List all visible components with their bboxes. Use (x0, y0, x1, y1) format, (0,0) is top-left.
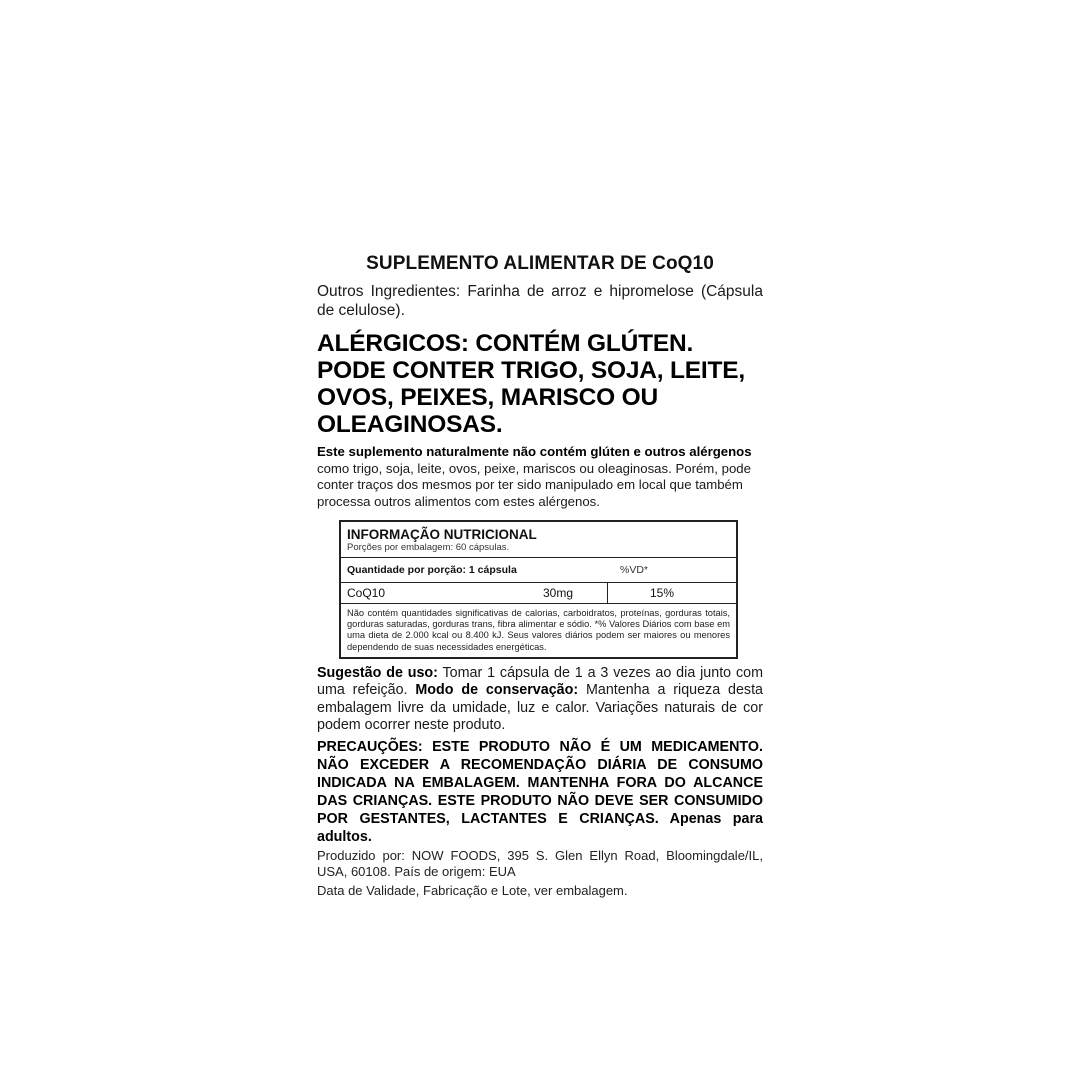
precautions (317, 738, 763, 846)
nutrition-title: INFORMAÇÃO NUTRICIONAL (347, 527, 537, 542)
allergen-lead: Este suplemento naturalmente não contém glúten e outros alérgenos (317, 444, 752, 459)
nutrition-footnote: Não contém quantidades significativas de calorias, carboidratos, proteínas, gorduras totais, gorduras saturadas, gorduras trans, fibra alimentar e sódio. *% Valores Diários com base em uma dieta de 2.000 kcal ou 8.400 kJ. Seus valores diários podem ser maiores ou menores dependendo de suas necessidades energéticas. (347, 608, 730, 652)
serving-size: Quantidade por porção: 1 cápsula (347, 564, 517, 576)
nutrition-header (341, 522, 736, 558)
conservation-text: Mantenha a riqueza desta embalagem livre da umidade, luz e calor. Variações naturais de cor podem ocorrer neste produto. (317, 682, 763, 734)
nutrient-daily-value: 15% (607, 583, 736, 603)
nutrient-name: CoQ10 (347, 586, 386, 600)
table-row (341, 583, 736, 604)
precautions-tail: Apenas para adultos. (317, 810, 763, 845)
daily-value-header: %VD* (620, 564, 649, 576)
usage-instructions (317, 665, 763, 735)
servings-per-package: Porções por embalagem: 60 cápsulas. (347, 542, 510, 553)
allergen-text (317, 444, 763, 510)
suggestion-label: Sugestão de uso: (317, 664, 438, 681)
conservation-label: Modo de conservação: (415, 682, 579, 699)
validity-info: Data de Validade, Fabricação e Lote, ver embalagem. (317, 882, 628, 898)
producer-info: Produzido por: NOW FOODS, 395 S. Glen Ellyn Road, Bloomingdale/IL, USA, 60108. País de origem: EUA (317, 847, 763, 880)
nutrition-table (339, 520, 738, 659)
nutrition-column-header (341, 558, 736, 583)
allergen-body: como trigo, soja, leite, ovos, peixe, mariscos ou oleaginosas. Porém, pode conter traços dos mesmos por ter sido manipulado em local que também processa outros alimentos com estes alérgenos. (317, 460, 751, 509)
precautions-text: PRECAUÇÕES: ESTE PRODUTO NÃO É UM MEDICAMENTO. NÃO EXCEDER A RECOMENDAÇÃO DIÁRIA DE CONSUMO INDICADA NA EMBALAGEM. MANTENHA FORA DO ALCANCE DAS CRIANÇAS. ESTE PRODUTO NÃO DEVE SER CONSUMIDO POR GESTANTES, LACTANTES E CRIANÇAS. (317, 738, 763, 827)
other-ingredients: Outros Ingredientes: Farinha de arroz e hipromelose (Cápsula de celulose). (317, 283, 763, 319)
allergen-heading: ALÉRGICOS: CONTÉM GLÚTEN. PODE CONTER TRIGO, SOJA, LEITE, OVOS, PEIXES, MARISCO OU OLEAGINOSAS. (317, 330, 746, 438)
suggestion-text: Tomar 1 cápsula de 1 a 3 vezes ao dia junto com uma refeição. (317, 664, 763, 699)
nutrient-amount: 30mg (543, 586, 574, 600)
supplement-label (317, 252, 763, 899)
product-title: SUPLEMENTO ALIMENTAR DE CoQ10 (366, 253, 714, 274)
